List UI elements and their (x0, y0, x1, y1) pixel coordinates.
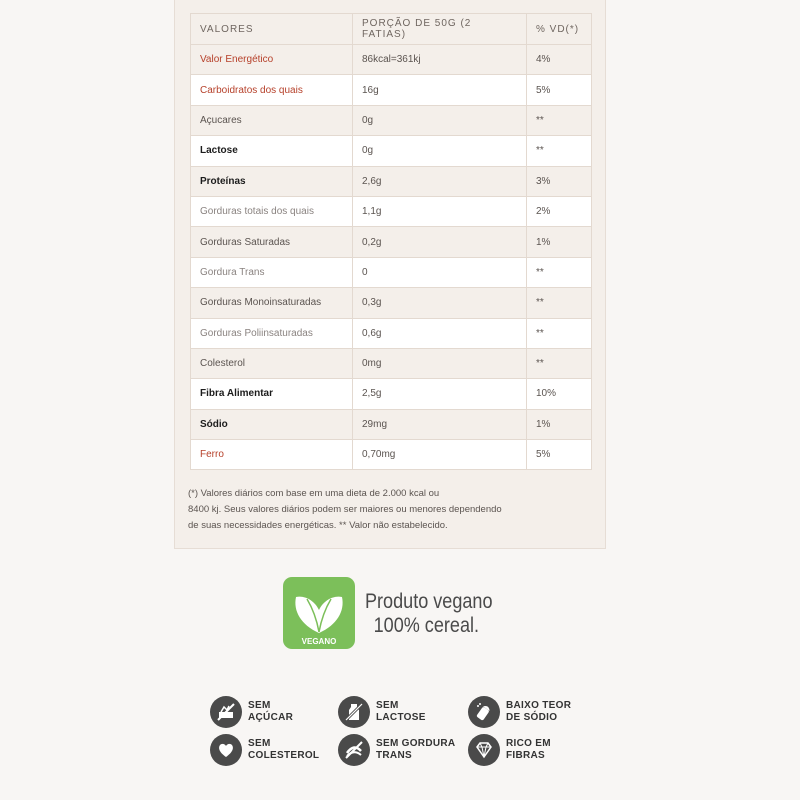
badge-line: LACTOSE (376, 712, 426, 723)
no-fat-icon (338, 734, 370, 766)
nutrient-amount: 0 (353, 257, 527, 287)
table-row (191, 75, 592, 105)
badge-line: SEM (248, 700, 271, 711)
nutrient-amount: 86kcal=361kj (353, 45, 527, 75)
badge-sem-lactose (338, 696, 426, 728)
badge-line: AÇÚCAR (248, 712, 294, 723)
badge-line: SEM (376, 700, 399, 711)
table-row (191, 440, 592, 470)
table-row (191, 379, 592, 409)
nutrient-vd: 2% (527, 196, 592, 226)
nutrient-name: Proteínas (191, 166, 353, 196)
vegan-claim-line1: Produto vegano (365, 590, 493, 613)
nutrient-name: Lactose (191, 136, 353, 166)
nutrient-vd: 4% (527, 45, 592, 75)
nutrient-name: Fibra Alimentar (191, 379, 353, 409)
table-row (191, 318, 592, 348)
nutrient-name: Açucares (191, 105, 353, 135)
diamond-icon (468, 734, 500, 766)
table-row (191, 409, 592, 439)
nutrient-name: Carboidratos dos quais (191, 75, 353, 105)
nutrient-vd: ** (527, 105, 592, 135)
vegan-badge-label: VEGANO (301, 637, 337, 646)
badge-sem-colesterol (210, 734, 319, 766)
header-vd: % VD(*) (527, 14, 592, 45)
nutrient-name: Gordura Trans (191, 257, 353, 287)
footnote-line: (*) Valores diários com base em uma dieta de 2.000 kcal ou (188, 488, 440, 499)
table-header-row (191, 14, 592, 45)
nutrient-name: Gorduras totais dos quais (191, 196, 353, 226)
nutrient-amount: 0mg (353, 348, 527, 378)
nutrient-name: Colesterol (191, 348, 353, 378)
salt-shaker-icon (468, 696, 500, 728)
nutrient-amount: 0,2g (353, 227, 527, 257)
table-row (191, 45, 592, 75)
table-row (191, 288, 592, 318)
nutrient-name: Gorduras Poliinsaturadas (191, 318, 353, 348)
table-row (191, 105, 592, 135)
nutrient-vd: ** (527, 318, 592, 348)
badge-sem-acucar (210, 696, 293, 728)
nutrient-vd: 5% (527, 75, 592, 105)
nutrient-vd: 5% (527, 440, 592, 470)
footnote-line: de suas necessidades energéticas. ** Valor não estabelecido. (188, 520, 448, 531)
badge-rico-fibras (468, 734, 551, 766)
badge-sem-gordura-trans (338, 734, 455, 766)
table-row (191, 166, 592, 196)
nutrient-vd: ** (527, 288, 592, 318)
table-row (191, 257, 592, 287)
table-row (191, 227, 592, 257)
no-lactose-icon (338, 696, 370, 728)
nutrient-amount: 2,5g (353, 379, 527, 409)
nutrient-amount: 29mg (353, 409, 527, 439)
nutrient-vd: 10% (527, 379, 592, 409)
badge-line: TRANS (376, 750, 412, 761)
badge-baixo-sodio (468, 696, 571, 728)
nutrient-amount: 0,6g (353, 318, 527, 348)
vegan-claim-line2: 100% cereal. (373, 614, 480, 637)
nutrient-amount: 0,3g (353, 288, 527, 318)
vegan-leaf-icon (283, 577, 355, 649)
badge-line: SEM (248, 738, 271, 749)
vegan-claim (365, 590, 493, 638)
nutrient-amount: 1,1g (353, 196, 527, 226)
nutrient-vd: ** (527, 348, 592, 378)
header-valores: VALORES (191, 14, 353, 45)
no-sugar-icon (210, 696, 242, 728)
heart-icon (210, 734, 242, 766)
badge-line: COLESTEROL (248, 750, 320, 761)
nutrition-table (190, 13, 592, 470)
nutrient-amount: 0g (353, 105, 527, 135)
badge-line: RICO EM (506, 738, 551, 749)
nutrient-name: Valor Energético (191, 45, 353, 75)
badge-line: BAIXO TEOR (506, 700, 572, 711)
footnote-line: 8400 kj. Seus valores diários podem ser maiores ou menores dependendo (188, 504, 502, 515)
nutrient-name: Sódio (191, 409, 353, 439)
nutrient-vd: 1% (527, 227, 592, 257)
nutrient-vd: 1% (527, 409, 592, 439)
table-row (191, 136, 592, 166)
nutrient-amount: 0g (353, 136, 527, 166)
header-porcao: PORÇÃO DE 50G (2 FATIAS) (353, 14, 527, 45)
nutrient-vd: ** (527, 257, 592, 287)
nutrient-name: Gorduras Saturadas (191, 227, 353, 257)
footnote (188, 486, 518, 534)
nutrient-amount: 0,70mg (353, 440, 527, 470)
badge-line: SEM GORDURA (376, 738, 456, 749)
nutrient-amount: 16g (353, 75, 527, 105)
nutrient-amount: 2,6g (353, 166, 527, 196)
nutrient-name: Ferro (191, 440, 353, 470)
nutrient-name: Gorduras Monoinsaturadas (191, 288, 353, 318)
nutrient-vd: ** (527, 136, 592, 166)
badge-line: DE SÓDIO (506, 712, 558, 723)
table-row (191, 196, 592, 226)
badge-line: FIBRAS (506, 750, 546, 761)
nutrient-vd: 3% (527, 166, 592, 196)
table-row (191, 348, 592, 378)
